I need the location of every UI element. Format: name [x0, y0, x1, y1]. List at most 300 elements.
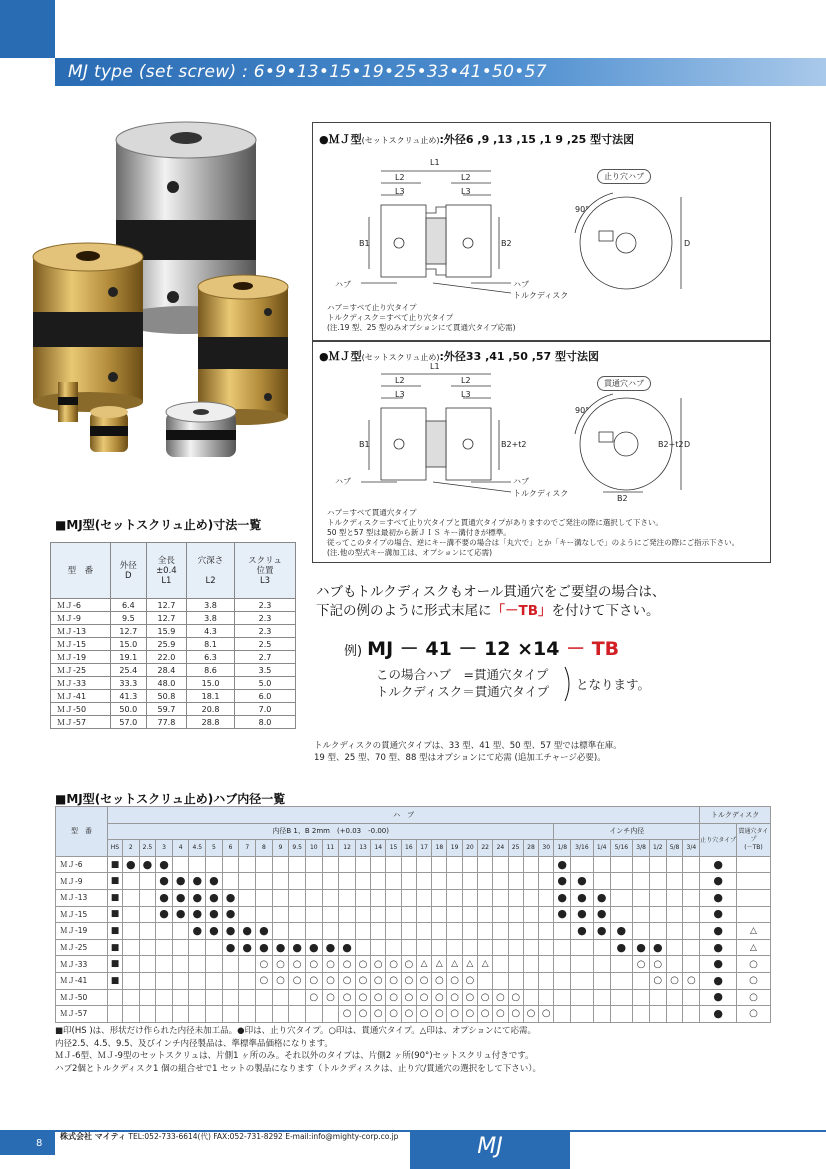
empty-cell: [633, 972, 650, 989]
empty-cell: [272, 856, 289, 873]
tb-instruction-line: ハブもトルクディスクもオール貫通穴をご要望の場合は、: [316, 584, 666, 600]
empty-cell: [633, 889, 650, 906]
empty-cell: [386, 856, 401, 873]
blind-bore-mark: [272, 939, 289, 956]
bore-size-header: 19: [447, 840, 462, 857]
through-bore-mark-symbol: ○: [434, 975, 444, 987]
empty-cell: [593, 972, 610, 989]
empty-cell: [416, 923, 431, 940]
value-cell: 2.3: [235, 612, 296, 625]
option-mark-symbol: △: [420, 959, 428, 970]
empty-cell: [610, 956, 633, 973]
empty-cell: [478, 873, 493, 890]
empty-cell: [108, 1006, 123, 1023]
blind-bore-mark-symbol: ●: [577, 874, 587, 888]
through-bore-mark: [339, 989, 356, 1006]
dim-label-l2-left: L2: [395, 376, 405, 385]
blind-bore-mark: [256, 939, 273, 956]
through-bore-mark: [401, 1006, 416, 1023]
blind-bore-mark: [700, 856, 737, 873]
empty-cell: [539, 989, 554, 1006]
blind-bore-mark: [206, 873, 223, 890]
blind-bore-mark-symbol: ●: [713, 973, 723, 987]
drawing-title-type: (セットスクリュ止め): [361, 136, 440, 145]
bore-size-header: 12: [339, 840, 356, 857]
option-mark-symbol: △: [451, 959, 459, 970]
empty-cell: [156, 956, 173, 973]
bore-table-size-row: [56, 840, 771, 857]
blind-bore-mark-symbol: ●: [225, 890, 236, 904]
unbored-mark: [108, 939, 123, 956]
empty-cell: [172, 939, 189, 956]
drawing-title-model: ●ＭＪ型: [319, 350, 362, 363]
through-bore-mark: [322, 956, 339, 973]
through-bore-mark: [339, 1006, 356, 1023]
blind-bore-mark-symbol: ●: [209, 890, 219, 904]
blind-bore-mark-symbol: ●: [159, 874, 169, 888]
empty-cell: [666, 956, 683, 973]
empty-cell: [139, 889, 156, 906]
through-bore-mark-symbol: ○: [342, 1008, 352, 1020]
table-row: [51, 612, 296, 625]
through-bore-mark-symbol: ○: [309, 975, 319, 987]
empty-cell: [172, 972, 189, 989]
empty-cell: [554, 956, 571, 973]
empty-cell: [256, 1006, 273, 1023]
hub-type-tag: 貫通穴ハブ: [597, 376, 651, 391]
empty-cell: [539, 856, 554, 873]
empty-cell: [493, 923, 508, 940]
empty-cell: [222, 856, 239, 873]
blind-bore-mark-symbol: ●: [713, 857, 723, 871]
empty-cell: [239, 1006, 256, 1023]
dim-label-d: D: [684, 239, 691, 248]
through-bore-mark: [401, 956, 416, 973]
bore-size-header: 25: [508, 840, 523, 857]
empty-cell: [289, 989, 306, 1006]
empty-cell: [523, 873, 538, 890]
blind-bore-mark: [156, 889, 173, 906]
empty-cell: [508, 972, 523, 989]
through-bore-mark: [371, 989, 386, 1006]
empty-cell: [539, 956, 554, 973]
empty-cell: [289, 1006, 306, 1023]
empty-cell: [593, 956, 610, 973]
empty-cell: [289, 923, 306, 940]
empty-cell: [447, 923, 462, 940]
empty-cell: [108, 989, 123, 1006]
blind-bore-mark: [554, 906, 571, 923]
option-mark: [447, 956, 462, 973]
example-model-code: MJ － 41 － 12 ×14: [367, 638, 567, 660]
drawing-title-model: ●ＭＪ型: [319, 133, 362, 146]
through-bore-mark-symbol: ○: [404, 975, 414, 987]
blind-bore-mark-symbol: ●: [175, 874, 186, 888]
through-bore-mark-symbol: ○: [419, 975, 429, 987]
empty-cell: [554, 1006, 571, 1023]
empty-cell: [371, 889, 386, 906]
empty-cell: [447, 889, 462, 906]
bore-size-header: 28: [523, 840, 538, 857]
dim-label-l2-left: L2: [395, 173, 405, 182]
blind-bore-mark: [156, 856, 173, 873]
unbored-mark: [108, 873, 123, 890]
stock-note: [314, 740, 622, 764]
through-bore-mark-symbol: ○: [292, 975, 302, 987]
unbored-mark-symbol: ■: [110, 859, 120, 870]
unbored-mark: [108, 906, 123, 923]
value-cell: 6.4: [110, 599, 146, 612]
empty-cell: [339, 856, 356, 873]
bore-size-header: 14: [371, 840, 386, 857]
empty-cell: [508, 939, 523, 956]
through-bore-mark: [256, 972, 273, 989]
bore-table-model-header: 型 番: [56, 807, 108, 857]
empty-cell: [156, 989, 173, 1006]
dimension-table-column-header: 穴深さ L2: [187, 543, 235, 599]
through-bore-mark: [355, 1006, 370, 1023]
blind-bore-mark: [222, 923, 239, 940]
through-bore-mark: [386, 1006, 401, 1023]
empty-cell: [666, 923, 683, 940]
empty-cell: [666, 856, 683, 873]
bore-size-header: 18: [432, 840, 447, 857]
option-mark: [432, 956, 447, 973]
bore-size-header: 5/16: [610, 840, 633, 857]
empty-cell: [322, 906, 339, 923]
through-bore-mark: [355, 989, 370, 1006]
through-bore-mark: [322, 972, 339, 989]
empty-cell: [139, 906, 156, 923]
through-bore-mark-symbol: ○: [450, 991, 459, 1003]
value-cell: 41.3: [110, 690, 146, 703]
empty-cell: [256, 889, 273, 906]
through-bore-mark: [447, 972, 462, 989]
blind-bore-mark: [700, 956, 737, 973]
empty-cell: [339, 873, 356, 890]
empty-cell: [371, 906, 386, 923]
option-mark: [737, 923, 771, 940]
empty-cell: [206, 1006, 223, 1023]
bore-size-header: 3/8: [633, 840, 650, 857]
option-mark: [737, 939, 771, 956]
empty-cell: [416, 906, 431, 923]
bore-size-header: 16: [401, 840, 416, 857]
empty-cell: [322, 889, 339, 906]
through-bore-mark: [462, 972, 477, 989]
table-row: [56, 889, 771, 906]
empty-cell: [189, 856, 206, 873]
empty-cell: [432, 923, 447, 940]
through-bore-mark: [401, 989, 416, 1006]
blind-bore-mark: [700, 889, 737, 906]
blind-bore-mark-symbol: ●: [242, 923, 253, 937]
empty-cell: [508, 923, 523, 940]
empty-cell: [610, 906, 633, 923]
empty-cell: [666, 989, 683, 1006]
empty-cell: [239, 856, 256, 873]
empty-cell: [432, 856, 447, 873]
model-cell: ＭＪ-9: [56, 873, 108, 890]
bore-size-header: 1/2: [649, 840, 666, 857]
empty-cell: [737, 889, 771, 906]
empty-cell: [478, 906, 493, 923]
empty-cell: [322, 873, 339, 890]
blind-bore-mark: [222, 889, 239, 906]
table-row: [56, 856, 771, 873]
empty-cell: [139, 873, 156, 890]
bore-size-header: 5/8: [666, 840, 683, 857]
value-cell: 6.0: [235, 690, 296, 703]
through-bore-mark-symbol: ○: [404, 958, 414, 970]
value-cell: 12.7: [146, 612, 186, 625]
blind-bore-mark: [571, 906, 594, 923]
bore-size-header: 7: [239, 840, 256, 857]
empty-cell: [239, 989, 256, 1006]
explanation-tail: となります。: [576, 677, 651, 692]
blind-bore-mark: [610, 939, 633, 956]
through-bore-mark: [386, 972, 401, 989]
header-corner-block: [0, 0, 55, 58]
empty-cell: [139, 923, 156, 940]
bore-size-header: 5: [206, 840, 223, 857]
empty-cell: [478, 856, 493, 873]
empty-cell: [633, 1006, 650, 1023]
blind-bore-mark: [156, 873, 173, 890]
through-bore-mark: [737, 989, 771, 1006]
empty-cell: [256, 989, 273, 1006]
empty-cell: [523, 989, 538, 1006]
bore-table-hub-header: ハ ブ: [108, 807, 700, 824]
bore-size-header: 17: [416, 840, 431, 857]
through-bore-mark-symbol: ○: [526, 1008, 536, 1020]
through-bore-mark: [386, 989, 401, 1006]
empty-cell: [222, 956, 239, 973]
bore-size-header: 6: [222, 840, 239, 857]
empty-cell: [649, 923, 666, 940]
empty-cell: [189, 956, 206, 973]
unbored-mark: [108, 856, 123, 873]
empty-cell: [493, 873, 508, 890]
blind-bore-mark-symbol: ●: [713, 890, 723, 904]
drawing-note: (注.他の型式キー溝加工は、オプションにて応需): [327, 548, 493, 557]
dim-label-b2-end: B2+t2: [658, 440, 684, 449]
bore-size-header: 8: [256, 840, 273, 857]
blind-bore-mark: [305, 939, 322, 956]
blind-bore-mark: [700, 939, 737, 956]
option-mark-symbol: △: [435, 959, 443, 970]
empty-cell: [322, 923, 339, 940]
bore-table-blind-col: 止り穴タイプ: [700, 823, 737, 856]
model-cell: ＭＪ-33: [51, 677, 111, 690]
empty-cell: [649, 989, 666, 1006]
empty-cell: [447, 856, 462, 873]
through-bore-mark: [737, 956, 771, 973]
bore-size-header: 9.5: [289, 840, 306, 857]
bore-size-header: 4: [172, 840, 189, 857]
through-bore-mark: [305, 989, 322, 1006]
empty-cell: [256, 906, 273, 923]
through-bore-mark: [462, 1006, 477, 1023]
empty-cell: [683, 989, 700, 1006]
value-cell: 28.4: [146, 664, 186, 677]
unbored-mark-symbol: ■: [110, 892, 120, 903]
empty-cell: [122, 906, 139, 923]
blind-bore-mark: [256, 923, 273, 940]
through-bore-mark-symbol: ○: [670, 975, 679, 987]
table-row: [51, 625, 296, 638]
empty-cell: [416, 939, 431, 956]
blind-bore-mark: [571, 923, 594, 940]
value-cell: 12.7: [110, 625, 146, 638]
dimension-table-heading: ■MJ型(セットスクリュ止め)寸法一覧: [55, 518, 262, 532]
blind-bore-mark-symbol: ●: [159, 890, 169, 904]
through-bore-mark-symbol: ○: [358, 975, 368, 987]
through-bore-mark: [371, 1006, 386, 1023]
through-bore-mark-symbol: ○: [434, 991, 444, 1003]
blind-bore-mark-symbol: ●: [209, 874, 219, 888]
model-cell: ＭＪ-57: [56, 1006, 108, 1023]
option-mark-symbol: △: [750, 942, 757, 953]
blind-bore-mark-symbol: ●: [142, 857, 153, 871]
blind-bore-mark: [571, 889, 594, 906]
blind-bore-mark-symbol: ●: [596, 890, 607, 904]
empty-cell: [493, 972, 508, 989]
through-bore-mark: [289, 956, 306, 973]
bracket-icon: [563, 666, 575, 702]
through-bore-mark-symbol: ○: [653, 958, 663, 970]
model-cell: ＭＪ-19: [56, 923, 108, 940]
dim-label-l2-right: L2: [461, 173, 471, 182]
through-bore-mark: [737, 972, 771, 989]
blind-bore-mark: [172, 906, 189, 923]
stock-note-line: 19 型、25 型、70 型、88 型はオプションにて応需 (追加工チャージ必要)。: [314, 753, 606, 763]
table-row: [51, 690, 296, 703]
empty-cell: [447, 873, 462, 890]
model-cell: ＭＪ-50: [51, 703, 111, 716]
callout-hub-right: ハブ: [513, 280, 529, 289]
empty-cell: [683, 856, 700, 873]
table-row: [56, 873, 771, 890]
dim-label-angle: 90°: [575, 205, 590, 214]
hub-type-tag: 止り穴ハブ: [597, 169, 651, 184]
empty-cell: [122, 939, 139, 956]
empty-cell: [462, 889, 477, 906]
through-bore-mark: [272, 972, 289, 989]
model-cell: ＭＪ-41: [56, 972, 108, 989]
empty-cell: [339, 889, 356, 906]
empty-cell: [554, 923, 571, 940]
empty-cell: [322, 856, 339, 873]
callout-torque-disk: トルクディスク: [513, 291, 569, 300]
model-cell: ＭＪ-57: [51, 716, 111, 729]
value-cell: 2.3: [235, 599, 296, 612]
value-cell: 15.9: [146, 625, 186, 638]
bore-table: [55, 806, 771, 1023]
value-cell: 18.1: [187, 690, 235, 703]
table-row: [51, 703, 296, 716]
empty-cell: [633, 906, 650, 923]
empty-cell: [416, 856, 431, 873]
blind-bore-mark: [700, 923, 737, 940]
bore-size-header: 3/4: [683, 840, 700, 857]
empty-cell: [737, 873, 771, 890]
blind-bore-mark-symbol: ●: [557, 874, 567, 888]
empty-cell: [371, 923, 386, 940]
blind-bore-mark: [172, 873, 189, 890]
through-bore-mark: [462, 989, 477, 1006]
empty-cell: [523, 939, 538, 956]
through-bore-mark: [416, 989, 431, 1006]
blind-bore-mark: [571, 873, 594, 890]
through-bore-mark-symbol: ○: [276, 958, 285, 970]
bore-size-header: 3: [156, 840, 173, 857]
empty-cell: [371, 873, 386, 890]
empty-cell: [386, 889, 401, 906]
through-bore-mark-symbol: ○: [358, 991, 368, 1003]
table-row: [51, 677, 296, 690]
blind-bore-mark: [633, 939, 650, 956]
empty-cell: [355, 856, 370, 873]
option-mark-symbol: △: [481, 959, 489, 970]
through-bore-mark-symbol: ○: [389, 991, 398, 1003]
through-bore-mark: [523, 1006, 538, 1023]
value-cell: 77.8: [146, 716, 186, 729]
through-bore-mark-symbol: ○: [686, 975, 696, 987]
through-bore-mark: [432, 972, 447, 989]
blind-bore-mark-symbol: ●: [713, 940, 723, 954]
blind-bore-mark-symbol: ●: [159, 907, 169, 921]
through-bore-mark-symbol: ○: [749, 1008, 758, 1020]
table-row: [51, 638, 296, 651]
through-bore-mark: [683, 972, 700, 989]
empty-cell: [523, 956, 538, 973]
drawing-title-sizes: :外径33 ,41 ,50 ,57 型寸法図: [439, 350, 600, 363]
empty-cell: [462, 923, 477, 940]
explanation-line: この場合ハブ =貫通穴タイプ: [376, 667, 549, 682]
empty-cell: [478, 972, 493, 989]
option-mark-symbol: △: [750, 925, 757, 936]
dim-label-d: D: [684, 440, 691, 449]
empty-cell: [189, 972, 206, 989]
through-bore-mark: [649, 956, 666, 973]
empty-cell: [539, 889, 554, 906]
value-cell: 2.5: [235, 638, 296, 651]
through-bore-mark-symbol: ○: [358, 1008, 368, 1020]
through-bore-mark-symbol: ○: [465, 1008, 475, 1020]
blind-bore-mark: [156, 906, 173, 923]
empty-cell: [122, 889, 139, 906]
empty-cell: [447, 906, 462, 923]
empty-cell: [305, 856, 322, 873]
explanation-line: トルクディスク＝貫通穴タイプ: [376, 684, 550, 699]
empty-cell: [401, 906, 416, 923]
empty-cell: [156, 939, 173, 956]
blind-bore-mark-symbol: ●: [557, 890, 567, 904]
blind-bore-mark-symbol: ●: [557, 907, 567, 921]
through-bore-mark: [493, 1006, 508, 1023]
through-bore-mark: [339, 956, 356, 973]
empty-cell: [305, 1006, 322, 1023]
blind-bore-mark-symbol: ●: [209, 907, 219, 921]
bore-table-inch-header: インチ内径: [554, 823, 700, 840]
footnote: ハブ2個とトルクディスク1 個の組合せで1 セットの製品になります（トルクディスクは、止り穴/貫通穴の選択をして下さい）。: [55, 1063, 542, 1074]
empty-cell: [355, 923, 370, 940]
empty-cell: [355, 906, 370, 923]
dim-label-l3-left: L3: [395, 187, 405, 196]
empty-cell: [508, 956, 523, 973]
blind-bore-mark: [239, 939, 256, 956]
